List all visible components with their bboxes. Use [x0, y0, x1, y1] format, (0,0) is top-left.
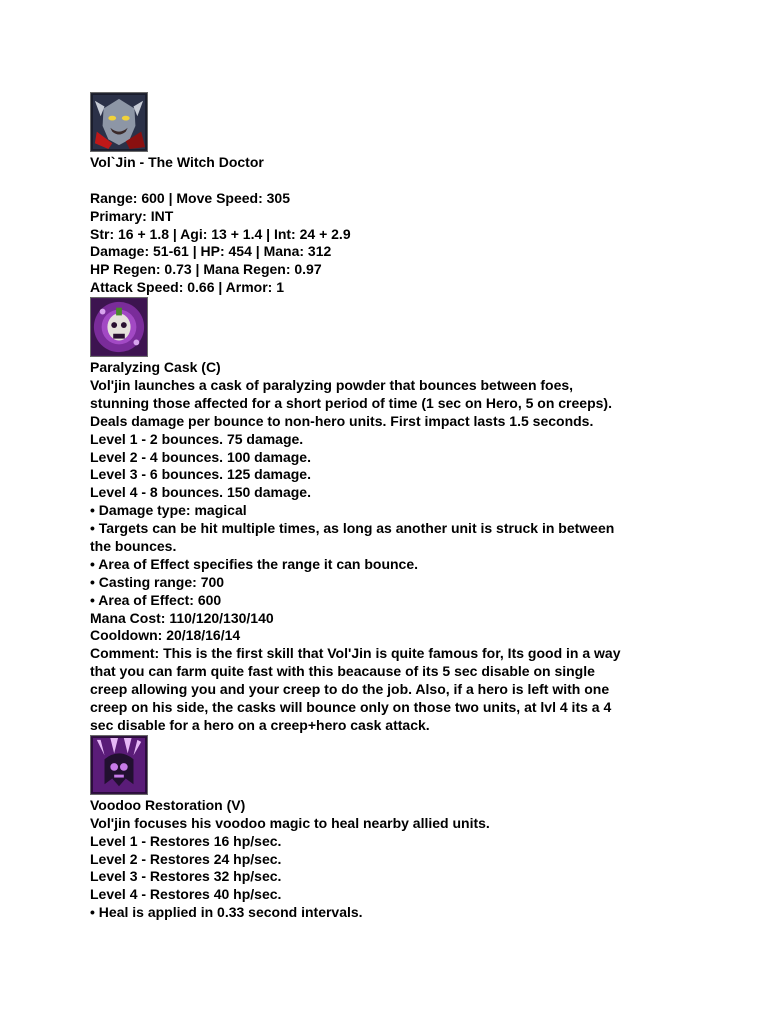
skill1-line: Level 1 - 2 bounces. 75 damage. [90, 430, 304, 447]
skill1-line: • Casting range: 700 [90, 573, 225, 590]
skill2-line: Level 2 - Restores 24 hp/sec. [90, 850, 282, 867]
skill1-line: the bounces. [90, 538, 177, 555]
skill1-line: stunning those affected for a short period of time (1 sec on Hero, 5 on creeps). [90, 394, 612, 411]
skill1-line: Level 4 - 8 bounces. 150 damage. [90, 484, 311, 501]
stat-line-range: Range: 600 | Move Speed: 305 [90, 189, 290, 206]
voodoo-restoration-icon [90, 735, 148, 795]
skill1-line: • Area of Effect specifies the range it can bounce. [90, 555, 419, 572]
stat-line-primary: Primary: INT [90, 207, 174, 224]
document-content [90, 92, 760, 922]
skill1-line: • Area of Effect: 600 [90, 591, 222, 608]
skill1-line: Comment: This is the first skill that Vol'Jin is quite famous for, Its good in a way [90, 645, 621, 662]
skill1-line: sec disable for a hero on a creep+hero cask attack. [90, 716, 430, 733]
skill1-line: Deals damage per bounce to non-hero units. First impact lasts 1.5 seconds. [90, 412, 594, 429]
skill2-line: Voodoo Restoration (V) [90, 796, 246, 813]
skill2-line: • Heal is applied in 0.33 second intervals. [90, 904, 363, 921]
stat-line-attack-speed: Attack Speed: 0.66 | Armor: 1 [90, 279, 285, 296]
skill1-line: Cooldown: 20/18/16/14 [90, 627, 241, 644]
skill2-line: Level 1 - Restores 16 hp/sec. [90, 832, 282, 849]
skill1-line: • Targets can be hit multiple times, as long as another unit is struck in between [90, 520, 615, 537]
skill2-line: Level 4 - Restores 40 hp/sec. [90, 886, 282, 903]
voljin-portrait-icon [90, 92, 148, 152]
spacer [90, 172, 760, 190]
skill1-line: Vol'jin launches a cask of paralyzing powder that bounces between foes, [90, 377, 574, 394]
skill1-line: Level 2 - 4 bounces. 100 damage. [90, 448, 311, 465]
skill1-line: that you can farm quite fast with this beacause of its 5 sec disable on single [90, 663, 595, 680]
skill1-line: Paralyzing Cask (C) [90, 359, 221, 376]
skill1-line: Mana Cost: 110/120/130/140 [90, 609, 274, 626]
skill1-line: • Damage type: magical [90, 502, 247, 519]
skill1-line: Level 3 - 6 bounces. 125 damage. [90, 466, 311, 483]
skill1-line: creep allowing you and your creep to do the job. Also, if a hero is left with one [90, 681, 610, 698]
stat-line-attributes: Str: 16 + 1.8 | Agi: 13 + 1.4 | Int: 24 + 2.9 [90, 225, 351, 242]
hero-title: Vol`Jin - The Witch Doctor [90, 154, 264, 170]
paralyzing-cask-icon [90, 297, 148, 357]
stat-line-regen: HP Regen: 0.73 | Mana Regen: 0.97 [90, 261, 322, 278]
stat-line-damage: Damage: 51-61 | HP: 454 | Mana: 312 [90, 243, 332, 260]
skill1-line: creep on his side, the casks will bounce only on those two units, at lvl 4 its a 4 [90, 699, 612, 716]
skill2-line: Level 3 - Restores 32 hp/sec. [90, 868, 282, 885]
skill2-line: Vol'jin focuses his voodoo magic to heal nearby allied units. [90, 814, 490, 831]
